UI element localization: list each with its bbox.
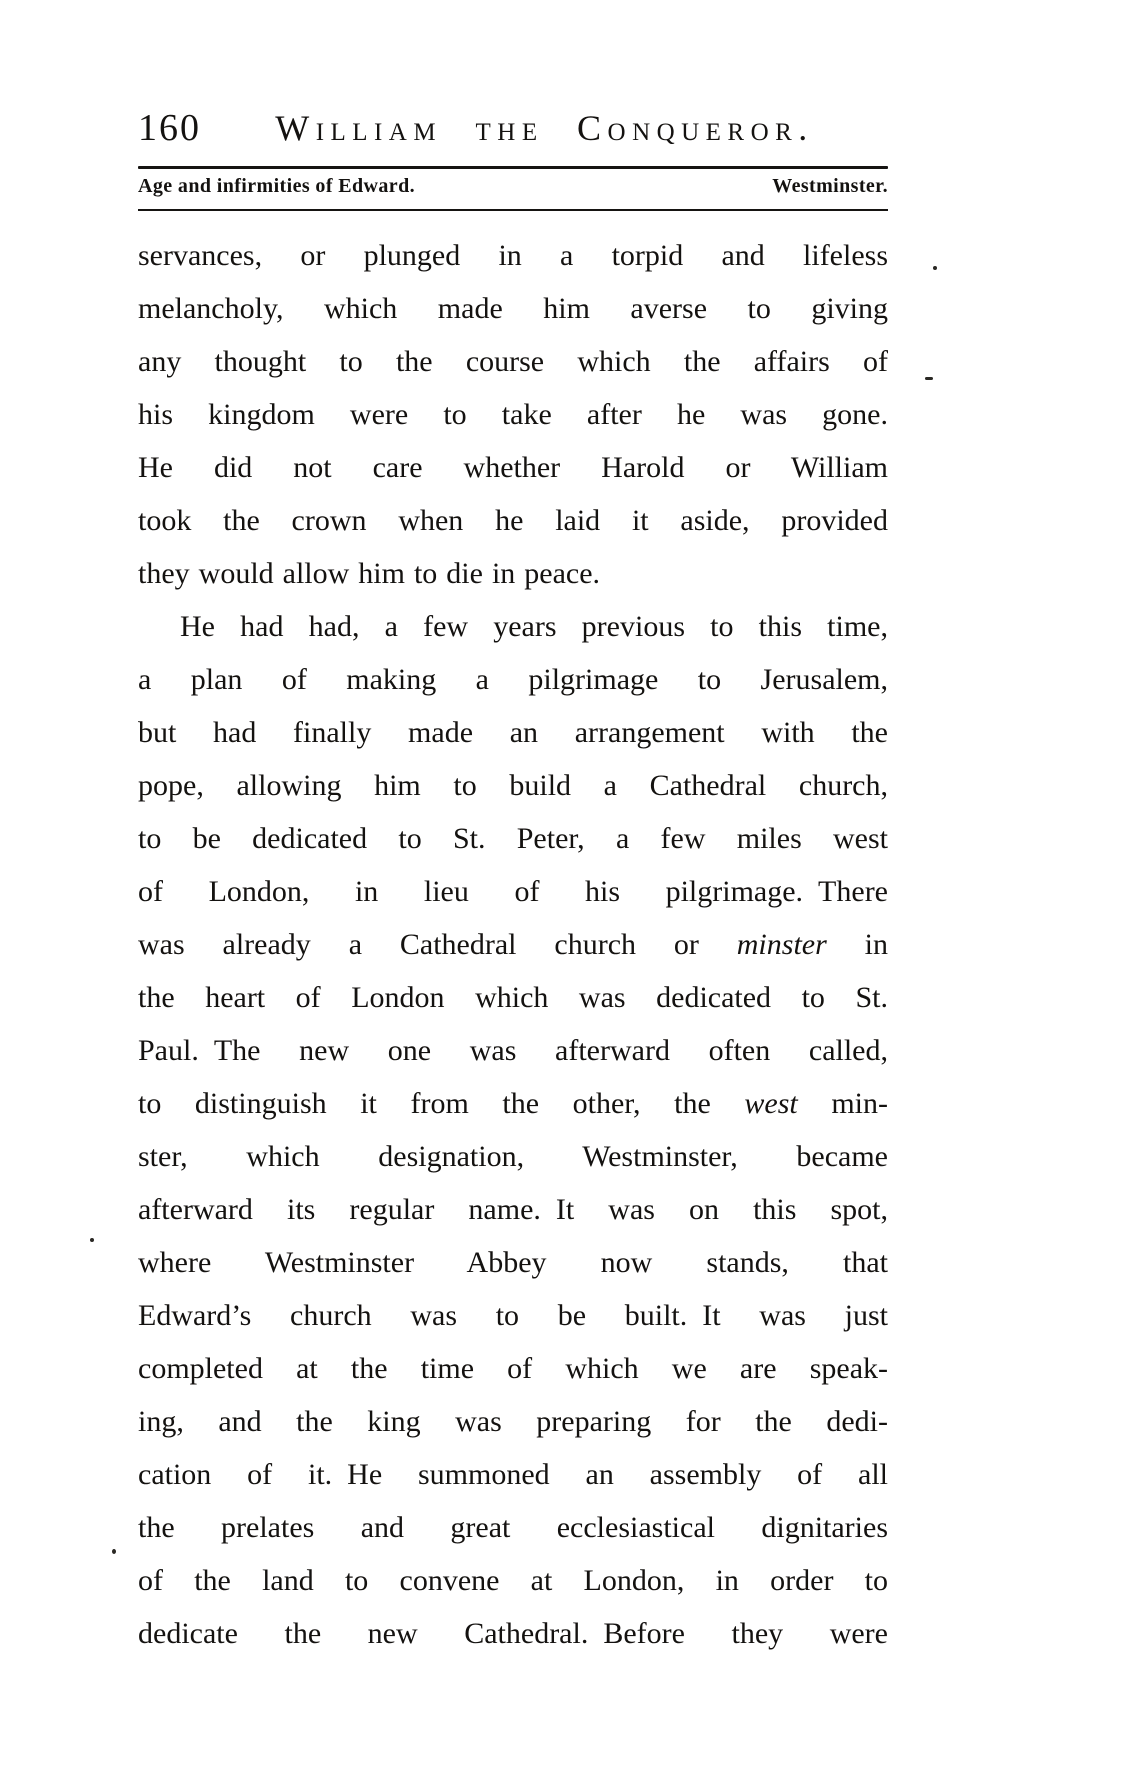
text-line [138, 388, 888, 441]
text-line [138, 1607, 888, 1660]
page-body [138, 229, 888, 1660]
italic-text: minster [736, 928, 827, 961]
scan-artifact-dot [933, 266, 937, 270]
text-line [138, 1501, 888, 1554]
text-line [138, 812, 888, 865]
text-line [138, 1395, 888, 1448]
text-segment: servances, or plunged in a torpid and lifeless [138, 239, 888, 272]
text-segment: Paul. The new one was afterward often called, [138, 1034, 888, 1067]
scan-artifact-dot [112, 1549, 116, 1554]
text-segment: cation of it. He summoned an assembly of all [138, 1458, 888, 1491]
text-line [138, 706, 888, 759]
text-segment: completed at the time of which we are speak- [138, 1352, 888, 1385]
italic-text: west [744, 1087, 798, 1120]
text-segment: ing, and the king was preparing for the dedi- [138, 1405, 888, 1438]
running-title: William the Conqueror. [275, 108, 814, 148]
text-segment: Edward’s church was to be built. It was just [138, 1299, 888, 1332]
text-segment: the prelates and great ecclesiastical dignitaries [138, 1511, 888, 1544]
text-segment: melancholy, which made him averse to giving [138, 292, 888, 325]
text-line [138, 1236, 888, 1289]
text-line [138, 441, 888, 494]
text-segment: min- [797, 1087, 888, 1120]
text-line [138, 600, 888, 653]
header-rule-top [138, 166, 888, 169]
text-segment: of the land to convene at London, in order to [138, 1564, 888, 1597]
text-segment: was already a Cathedral church or [138, 928, 737, 961]
text-line [138, 1448, 888, 1501]
text-segment: of London, in lieu of his pilgrimage. There [138, 875, 888, 908]
text-segment: the heart of London which was dedicated to St. [138, 981, 888, 1014]
text-line [138, 971, 888, 1024]
text-line [138, 653, 888, 706]
text-line [138, 547, 888, 600]
running-head-right: Westminster. [772, 175, 888, 197]
text-segment: took the crown when he laid it aside, provided [138, 504, 888, 537]
text-line [138, 494, 888, 547]
running-head-left: Age and infirmities of Edward. [138, 175, 415, 197]
text-segment: to be dedicated to St. Peter, a few miles west [138, 822, 888, 855]
text-segment: any thought to the course which the affairs of [138, 345, 888, 378]
text-line [138, 1024, 888, 1077]
text-line [138, 1554, 888, 1607]
scan-artifact-dot [90, 1238, 94, 1242]
text-segment: afterward its regular name. It was on this spot, [138, 1193, 888, 1226]
text-segment: in [826, 928, 888, 961]
text-line [138, 1077, 888, 1130]
text-line [138, 1342, 888, 1395]
text-line [138, 865, 888, 918]
text-segment: they would allow him to die in peace. [138, 557, 601, 590]
text-segment: He did not care whether Harold or William [138, 451, 888, 484]
text-segment: where Westminster Abbey now stands, that [138, 1246, 888, 1279]
text-line [138, 1130, 888, 1183]
text-segment: to distinguish it from the other, the [138, 1087, 745, 1120]
text-line [138, 918, 888, 971]
page-number: 160 [138, 107, 201, 149]
header-rule-bottom [138, 209, 888, 211]
text-segment: a plan of making a pilgrimage to Jerusalem, [138, 663, 888, 696]
text-line [138, 335, 888, 388]
text-column [138, 0, 888, 1660]
text-line [138, 759, 888, 812]
text-segment: his kingdom were to take after he was gone. [138, 398, 888, 431]
text-segment: dedicate the new Cathedral. Before they were [138, 1617, 888, 1650]
running-heads [138, 175, 888, 205]
text-segment: ster, which designation, Westminster, became [138, 1140, 888, 1173]
text-segment: pope, allowing him to build a Cathedral church, [138, 769, 888, 802]
text-segment: but had finally made an arrangement with the [138, 716, 888, 749]
text-line [138, 1183, 888, 1236]
text-line [138, 229, 888, 282]
text-line [138, 282, 888, 335]
page-header [138, 0, 888, 154]
text-segment: He had had, a few years previous to this time, [180, 610, 888, 643]
text-line [138, 1289, 888, 1342]
scan-artifact-dash [925, 377, 933, 380]
